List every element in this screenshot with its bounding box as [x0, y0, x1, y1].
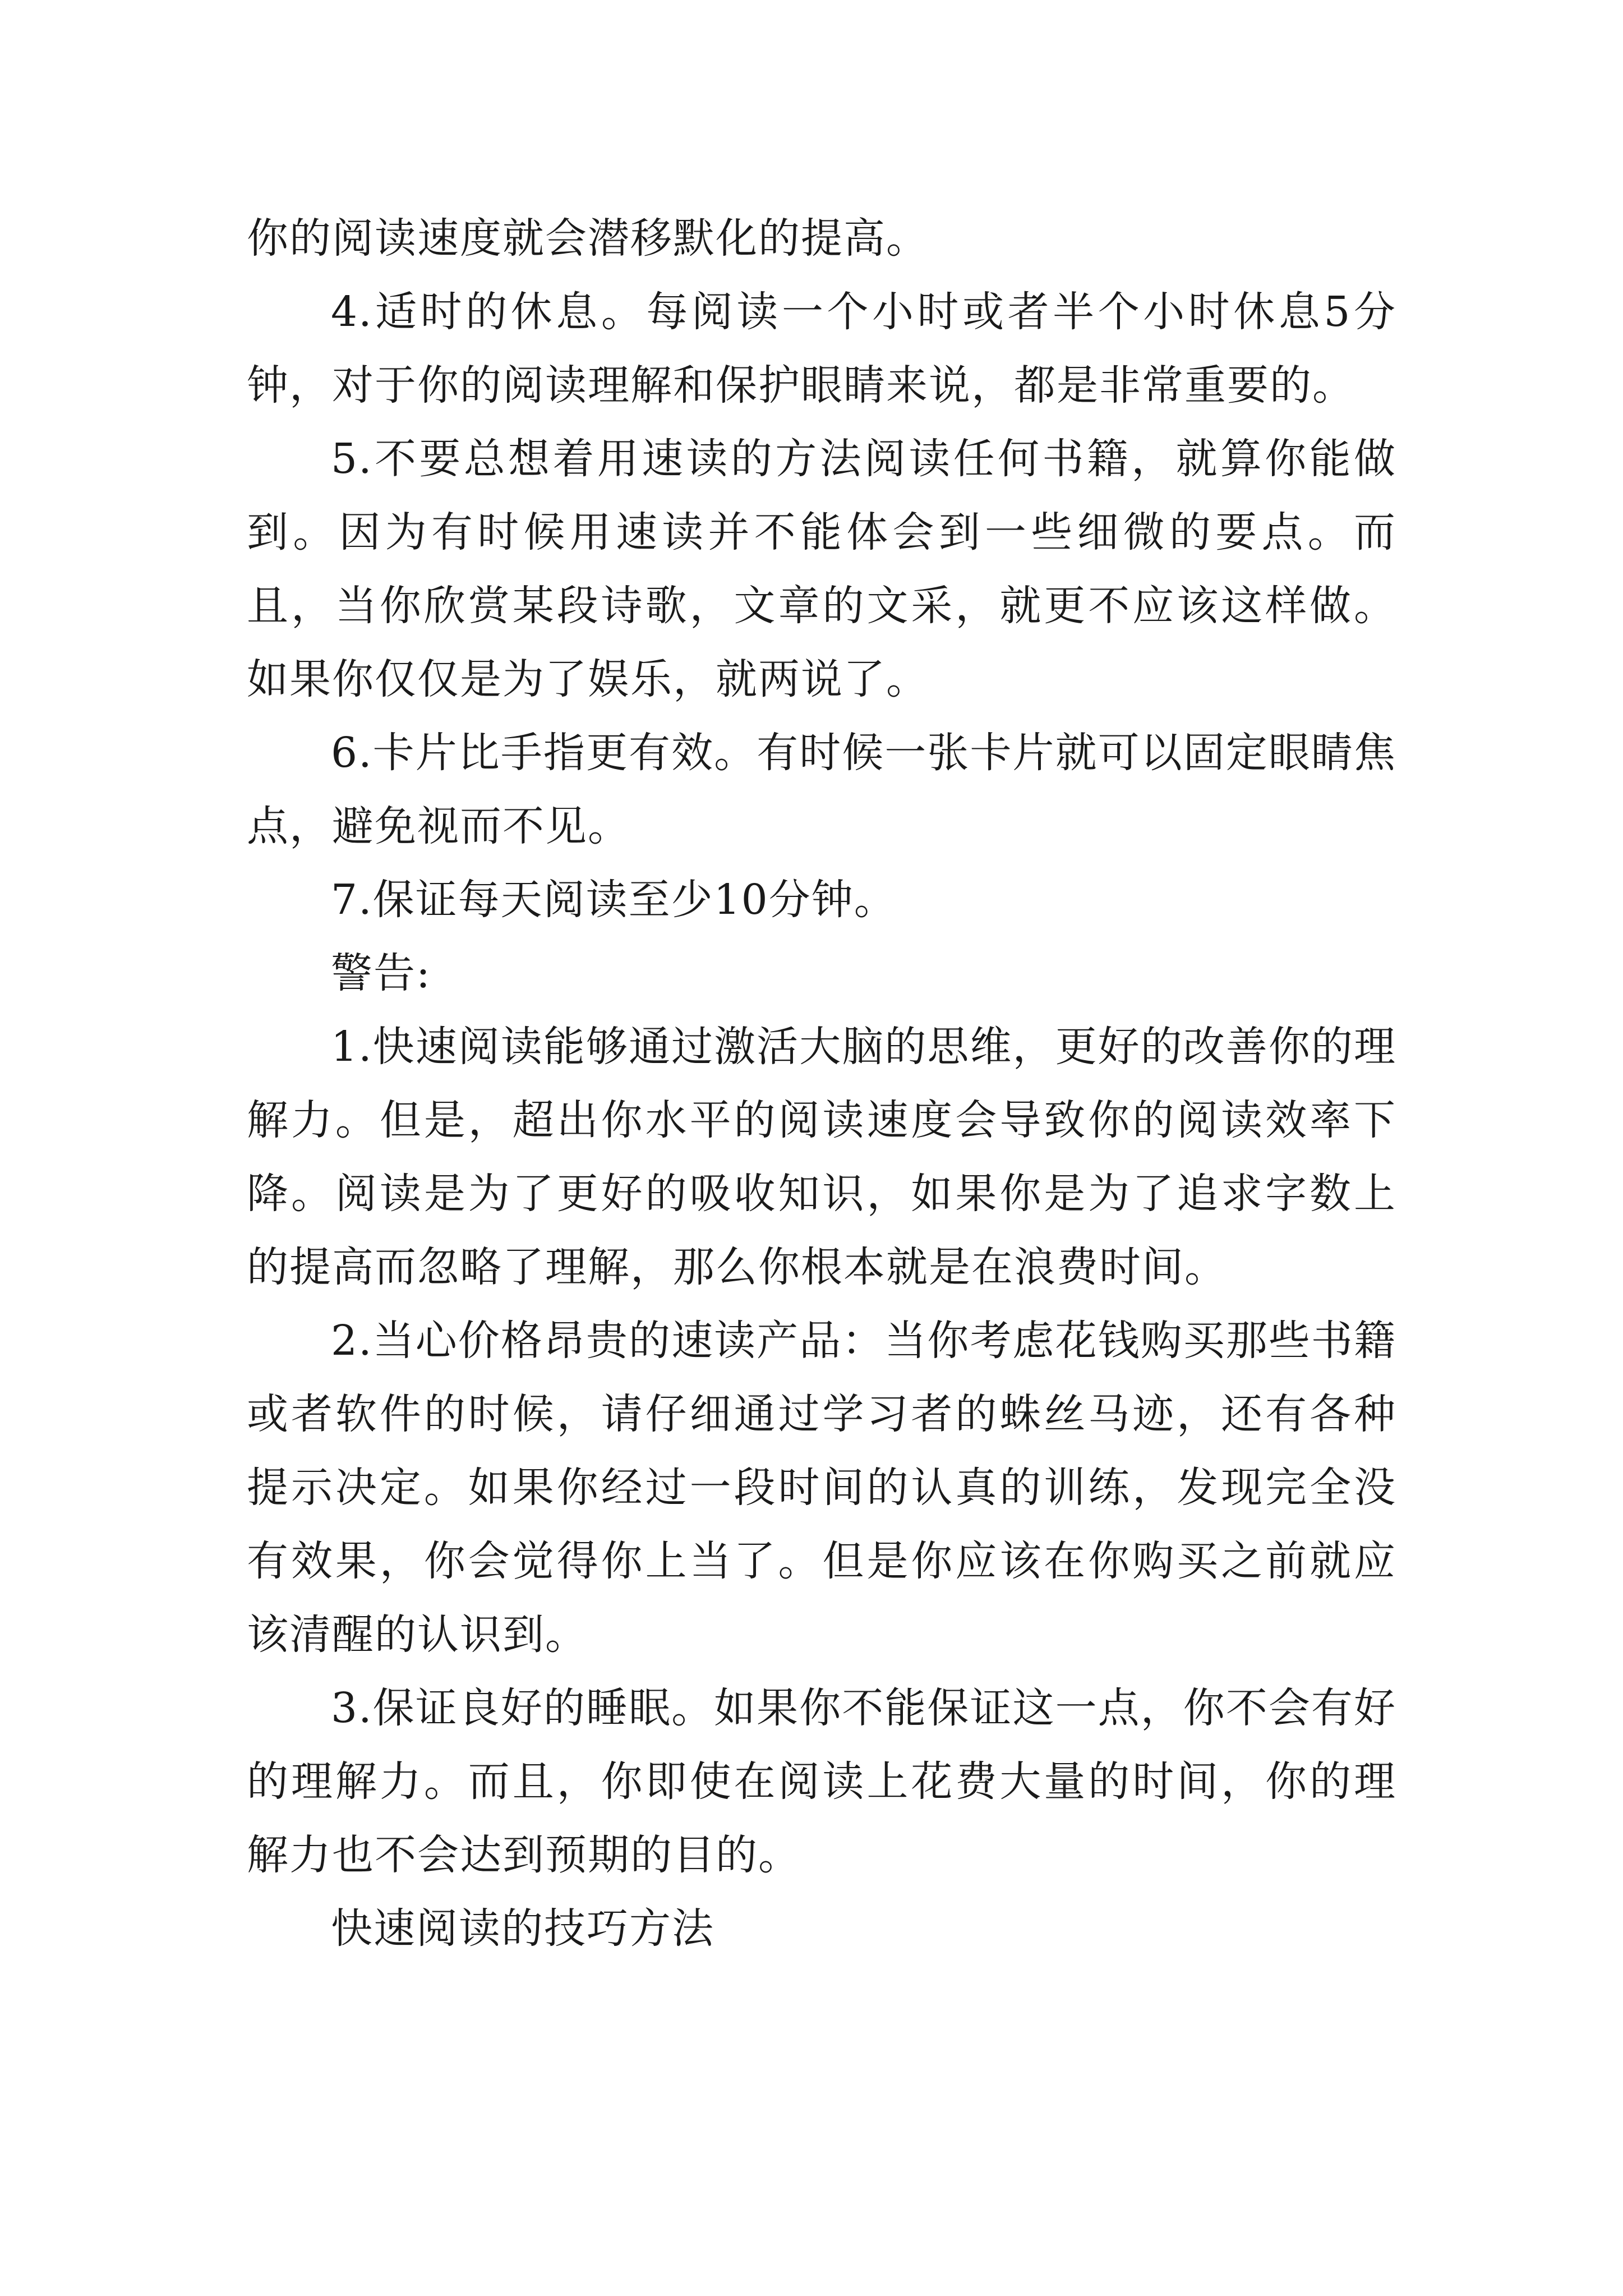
paragraph-tip-5: 5.不要总想着用速读的方法阅读任何书籍，就算你能做到。因为有时候用速读并不能体会到一些细微的要点。而且，当你欣赏某段诗歌，文章的文采，就更不应该这样做。如果你仅仅是为了娱乐，就两说了。: [247, 435, 1396, 703]
paragraph-tip-4: 4.适时的休息。每阅读一个小时或者半个小时休息5分钟，对于你的阅读理解和保护眼睛来说，都是非常重要的。: [247, 288, 1396, 409]
paragraph-warning-3: 3.保证良好的睡眠。如果你不能保证这一点，你不会有好的理解力。而且，你即使在阅读上花费大量的时间，你的理解力也不会达到预期的目的。: [247, 1684, 1396, 1879]
paragraph-warning-2: 2.当心价格昂贵的速读产品：当你考虑花钱购买那些书籍或者软件的时候，请仔细通过学习者的蛛丝马迹，还有各种提示决定。如果你经过一段时间的认真的训练，发现完全没有效果，你会觉得你上当了。但是你应该在你购买之前就应该清醒的认识到。: [247, 1317, 1396, 1659]
section-heading: 快速阅读的技巧方法: [331, 1904, 714, 1953]
document-body: [247, 202, 1396, 1966]
paragraph-warning-1: 1.快速阅读能够通过激活大脑的思维，更好的改善你的理解力。但是，超出你水平的阅读速度会导致你的阅读效率下降。阅读是为了更好的吸收知识，如果你是为了追求字数上的提高而忽略了理解，那么你根本就是在浪费时间。: [247, 1023, 1396, 1291]
paragraph-tip-6: 6.卡片比手指更有效。有时候一张卡片就可以固定眼睛焦点，避免视而不见。: [247, 729, 1396, 850]
paragraph-continuation: 你的阅读速度就会潜移默化的提高。: [247, 214, 929, 263]
paragraph-tip-7: 7.保证每天阅读至少10分钟。: [331, 876, 897, 924]
warning-heading: 警告:: [331, 949, 431, 997]
